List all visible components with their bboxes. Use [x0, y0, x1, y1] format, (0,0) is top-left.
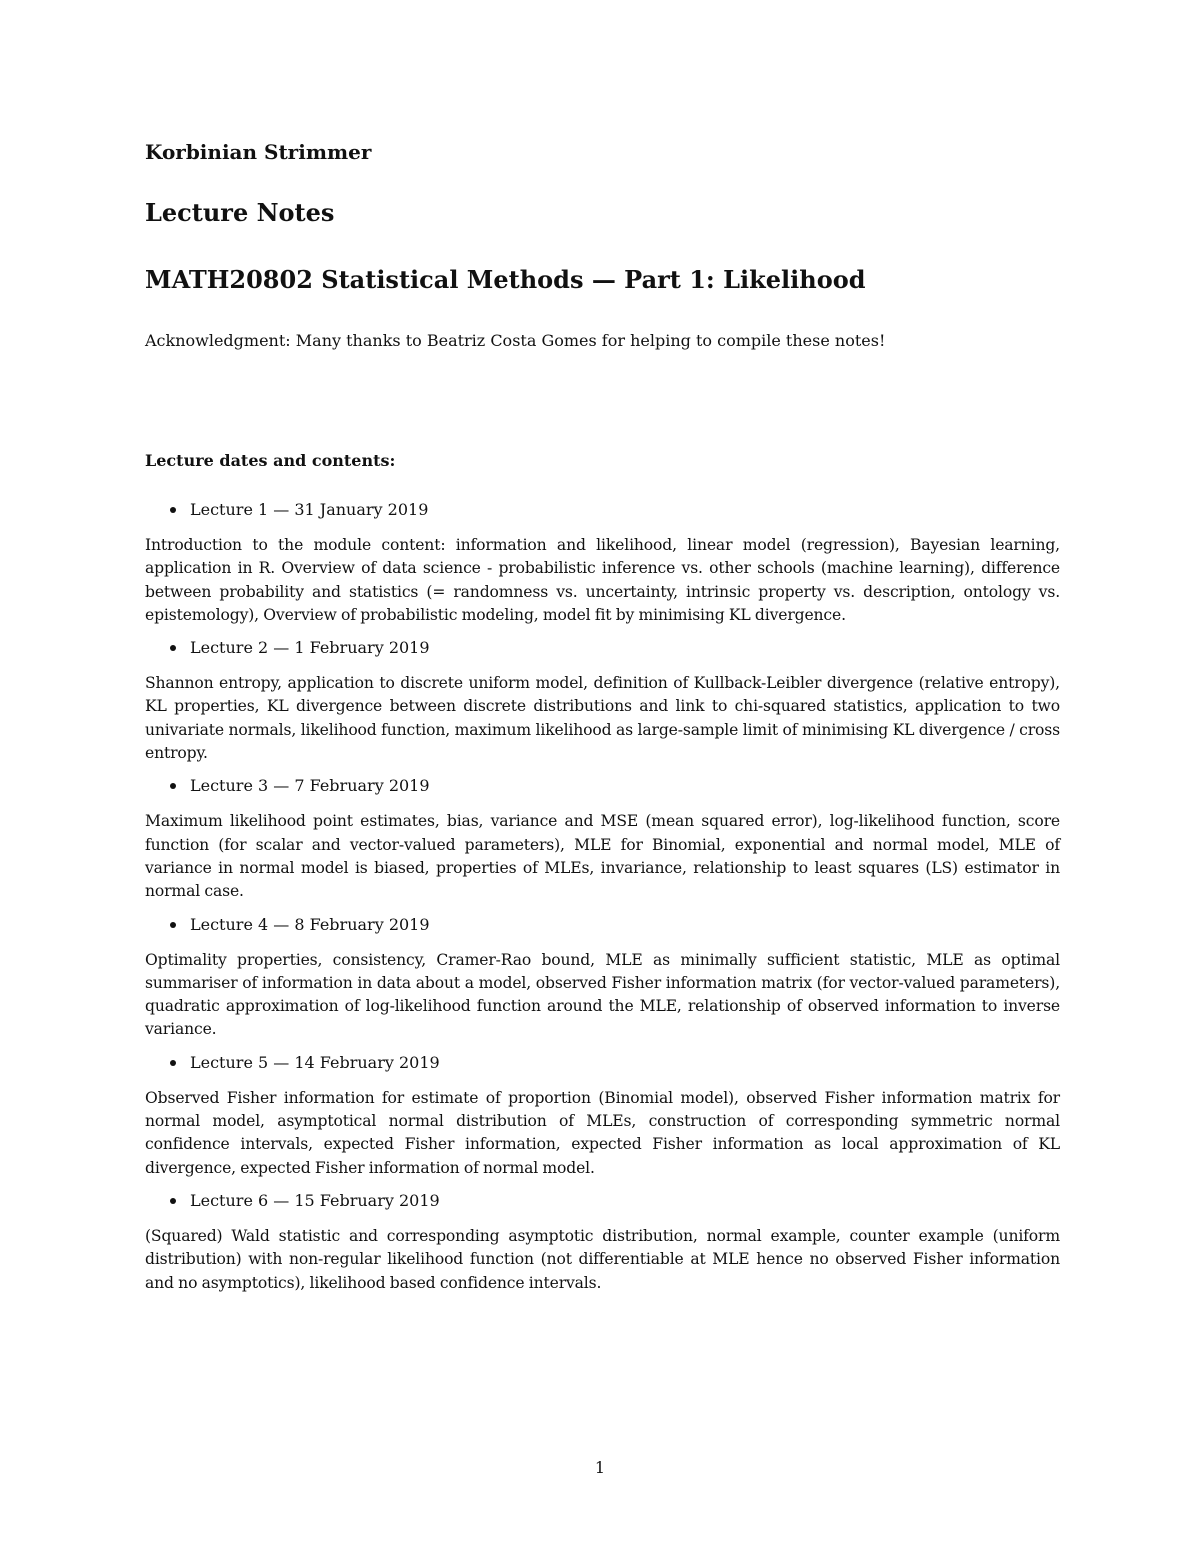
lecture-item: [145, 498, 1060, 627]
bullet-icon: [170, 783, 176, 789]
section-heading: Lecture dates and contents:: [145, 451, 396, 470]
lecture-heading: Lecture 2 — 1 February 2019: [190, 638, 430, 658]
lecture-description: Introduction to the module content: information and likelihood, linear model (regression), Bayesian learning, application in R. Overview of data science - probabilistic inference vs. other schools (machine learning), difference between probability and statistics (= randomness vs. uncertainty, intrinsic property vs. description, ontology vs. epistemology), Overview of probabilistic modeling, model fit by minimising KL divergence.: [145, 536, 1060, 624]
bullet-icon: [170, 1060, 176, 1066]
bullet-icon: [170, 922, 176, 928]
lecture-item: [145, 913, 1060, 1042]
lecture-description: Optimality properties, consistency, Cramer-Rao bound, MLE as minimally sufficient statistic, MLE as optimal summariser of information in data about a model, observed Fisher information matrix (for vector-valued parameters), quadratic approximation of log-likelihood function around the MLE, relationship of observed information to inverse variance.: [145, 950, 1060, 1039]
document-title: MATH20802 Statistical Methods — Part 1: Likelihood: [145, 265, 866, 294]
lecture-list: [145, 498, 1060, 1304]
lecture-description: (Squared) Wald statistic and corresponding asymptotic distribution, normal example, counter example (uniform distribution) with non-regular likelihood function (not differentiable at MLE hence no observed Fisher information and no asymptotics), likelihood based confidence intervals.: [145, 1226, 1060, 1292]
lecture-item: [145, 1051, 1060, 1180]
lecture-heading: Lecture 3 — 7 February 2019: [190, 776, 430, 796]
bullet-icon: [170, 645, 176, 651]
lecture-heading: Lecture 5 — 14 February 2019: [190, 1052, 440, 1072]
lecture-heading: Lecture 1 — 31 January 2019: [190, 500, 429, 519]
bullet-icon: [170, 507, 176, 513]
lecture-description: Shannon entropy, application to discrete uniform model, definition of Kullback-Leibler divergence (relative entropy), KL properties, KL divergence between discrete distributions and link to chi-squared statistics, application to two univariate normals, likelihood function, maximum likelihood as large-sample limit of minimising KL divergence / cross entropy.: [145, 674, 1060, 763]
lecture-item: [145, 1189, 1060, 1295]
page-number: 1: [594, 1458, 606, 1477]
bullet-icon: [170, 1198, 176, 1204]
acknowledgment: Acknowledgment: Many thanks to Beatriz Costa Gomes for helping to compile these notes!: [145, 331, 886, 350]
lecture-item: [145, 774, 1060, 903]
lecture-heading: Lecture 4 — 8 February 2019: [190, 914, 430, 934]
lecture-description: Observed Fisher information for estimate of proportion (Binomial model), observed Fisher information matrix for normal model, asymptotical normal distribution of MLEs, construction of corresponding symmetric normal confidence intervals, expected Fisher information, expected Fisher information as local approximation of KL divergence, expected Fisher information of normal model.: [145, 1088, 1060, 1177]
author-name: Korbinian Strimmer: [145, 140, 372, 164]
lecture-heading: Lecture 6 — 15 February 2019: [190, 1190, 440, 1210]
lecture-item: [145, 636, 1060, 765]
document-type: Lecture Notes: [145, 198, 335, 227]
lecture-description: Maximum likelihood point estimates, bias, variance and MSE (mean squared error), log-likelihood function, score function (for scalar and vector-valued parameters), MLE for Binomial, exponential and normal model, MLE of variance in normal model is biased, properties of MLEs, invariance, relationship to least squares (LS) estimator in normal case.: [145, 812, 1060, 901]
